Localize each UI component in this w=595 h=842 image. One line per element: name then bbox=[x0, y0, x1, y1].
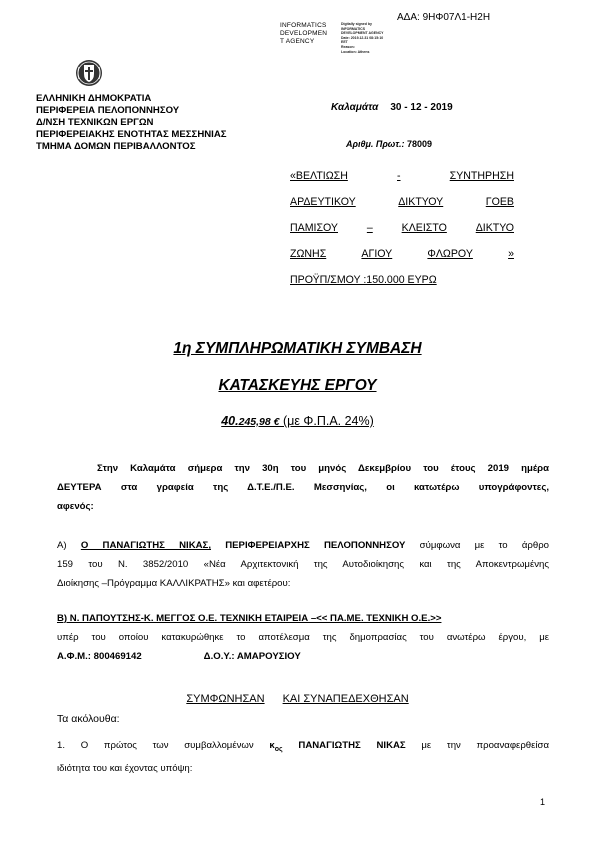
signature-stamp-name: INFORMATICS DEVELOPMEN T AGENCY bbox=[280, 22, 328, 45]
project-title bbox=[290, 166, 514, 296]
document-date: Καλαμάτα 30 - 12 - 2019 bbox=[331, 102, 453, 113]
issuing-authority: ΕΛΛΗΝΙΚΗ ΔΗΜΟΚΡΑΤΙΑ ΠΕΡΙΦΕΡΕΙΑ ΠΕΛΟΠΟΝΝΗΣΟΥ Δ/ΝΣΗ ΤΕΧΝΙΚΩΝ ΕΡΓΩΝ ΠΕΡΙΦΕΡΕΙΑΚΗΣ ΕΝΟΤΗΤΑΣ ΜΕΣΣΗΝΙΑΣ ΤΜΗΜΑ ΔΟΜΩΝ ΠΕΡΙΒΑΛΛΟΝΤΟΣ bbox=[36, 93, 227, 152]
project-title-line: ΑΡΔΕΥΤΙΚΟΥ ΔΙΚΤΥΟΥ ΓΟΕΒ bbox=[290, 196, 514, 208]
project-budget: ΠΡΟΫΠ/ΣΜΟΥ :150.000 ΕΥΡΩ bbox=[290, 274, 437, 286]
project-title-line: ΠΑΜΙΣΟΥ – ΚΛΕΙΣΤΟ ΔΙΚΤΥΟ bbox=[290, 222, 514, 234]
contract-subtitle: ΚΑΤΑΣΚΕΥΗΣ ΕΡΓΟΥ bbox=[218, 377, 377, 394]
agreement-heading: ΣΥΜΦΩΝΗΣΑΝ ΚΑΙ ΣΥΝΑΠΕΔΕΧΘΗΣΑΝ bbox=[186, 693, 409, 705]
party-a-paragraph: Α) Ο ΠΑΝΑΓΙΩΤΗΣ ΝΙΚΑΣ, ΠΕΡΙΦΕΡΕΙΑΡΧΗΣ ΠΕΛΟΠΟΝΝΗΣΟΥ σύμφωνα με το άρθρο 159 του Ν. 3852/2010 «Νέα Αρχιτεκτονική της Αυτοδιοίκησης και της Αποκεντρωμένης Διοίκησης –Πρόγραμμα ΚΑΛΛΙΚΡΑΤΗΣ» και αφετέρου: bbox=[57, 540, 549, 589]
party-b-paragraph: Β) Ν. ΠΑΠΟΥΤΣΗΣ-Κ. ΜΕΓΓΟΣ Ο.Ε. ΤΕΧΝΙΚΗ ΕΤΑΙΡΕΙΑ –<< ΠΑ.ΜΕ. ΤΕΧΝΙΚΗ Ο.Ε.>> υπέρ του οποίου κατακυρώθηκε το αποτέλεσμα της δημοπρασίας του ανωτέρω έργου, με Α.Φ.Μ.: 800469142 Δ.Ο.Υ.: ΑΜΑΡΟΥΣΙΟΥ bbox=[57, 613, 549, 662]
intro-paragraph: Στην Καλαμάτα σήμερα την 30η του μηνός Δεκεμβρίου του έτους 2019 ημέρα ΔΕΥΤΕΡΑ στα γραφεία της Δ.Τ.Ε./Π.Ε. Μεσσηνίας, οι κατωτέρω υπογράφοντες, αφενός: bbox=[57, 463, 549, 512]
contract-amount: 40.245,98 € (με Φ.Π.Α. 24%) bbox=[221, 414, 374, 428]
page-number: 1 bbox=[540, 797, 546, 807]
coat-of-arms-icon bbox=[74, 58, 104, 88]
protocol-number: Αριθμ. Πρωτ.: 78009 bbox=[346, 139, 433, 149]
signature-stamp-details: Digitally signed by INFORMATICS DEVELOPMENT AGENCY Date: 2019.12.31 08:15:10 EET Reason: Location: Athens bbox=[341, 22, 384, 54]
contract-title: 1η ΣΥΜΠΛΗΡΩΜΑΤΙΚΗ ΣΥΜΒΑΣΗ bbox=[173, 340, 422, 357]
following-label: Τα ακόλουθα: bbox=[57, 713, 120, 725]
clause-1-paragraph: 1. Ο πρώτος των συμβαλλομένων $\kappa_{o\varsigma}$ ΠΑΝΑΓΙΩΤΗΣ ΝΙΚΑΣ με την προαναφερθείσα ιδιότητα του και έχοντας υπόψη: bbox=[57, 740, 549, 774]
project-title-line: «ΒΕΛΤΙΩΣΗ - ΣΥΝΤΗΡΗΣΗ bbox=[290, 170, 514, 182]
ada-code: ΑΔΑ: 9ΗΦ07Λ1-Η2Η bbox=[397, 12, 491, 23]
project-title-line: ΖΩΝΗΣ ΑΓΙΟΥ ΦΛΩΡΟΥ » bbox=[290, 248, 514, 260]
